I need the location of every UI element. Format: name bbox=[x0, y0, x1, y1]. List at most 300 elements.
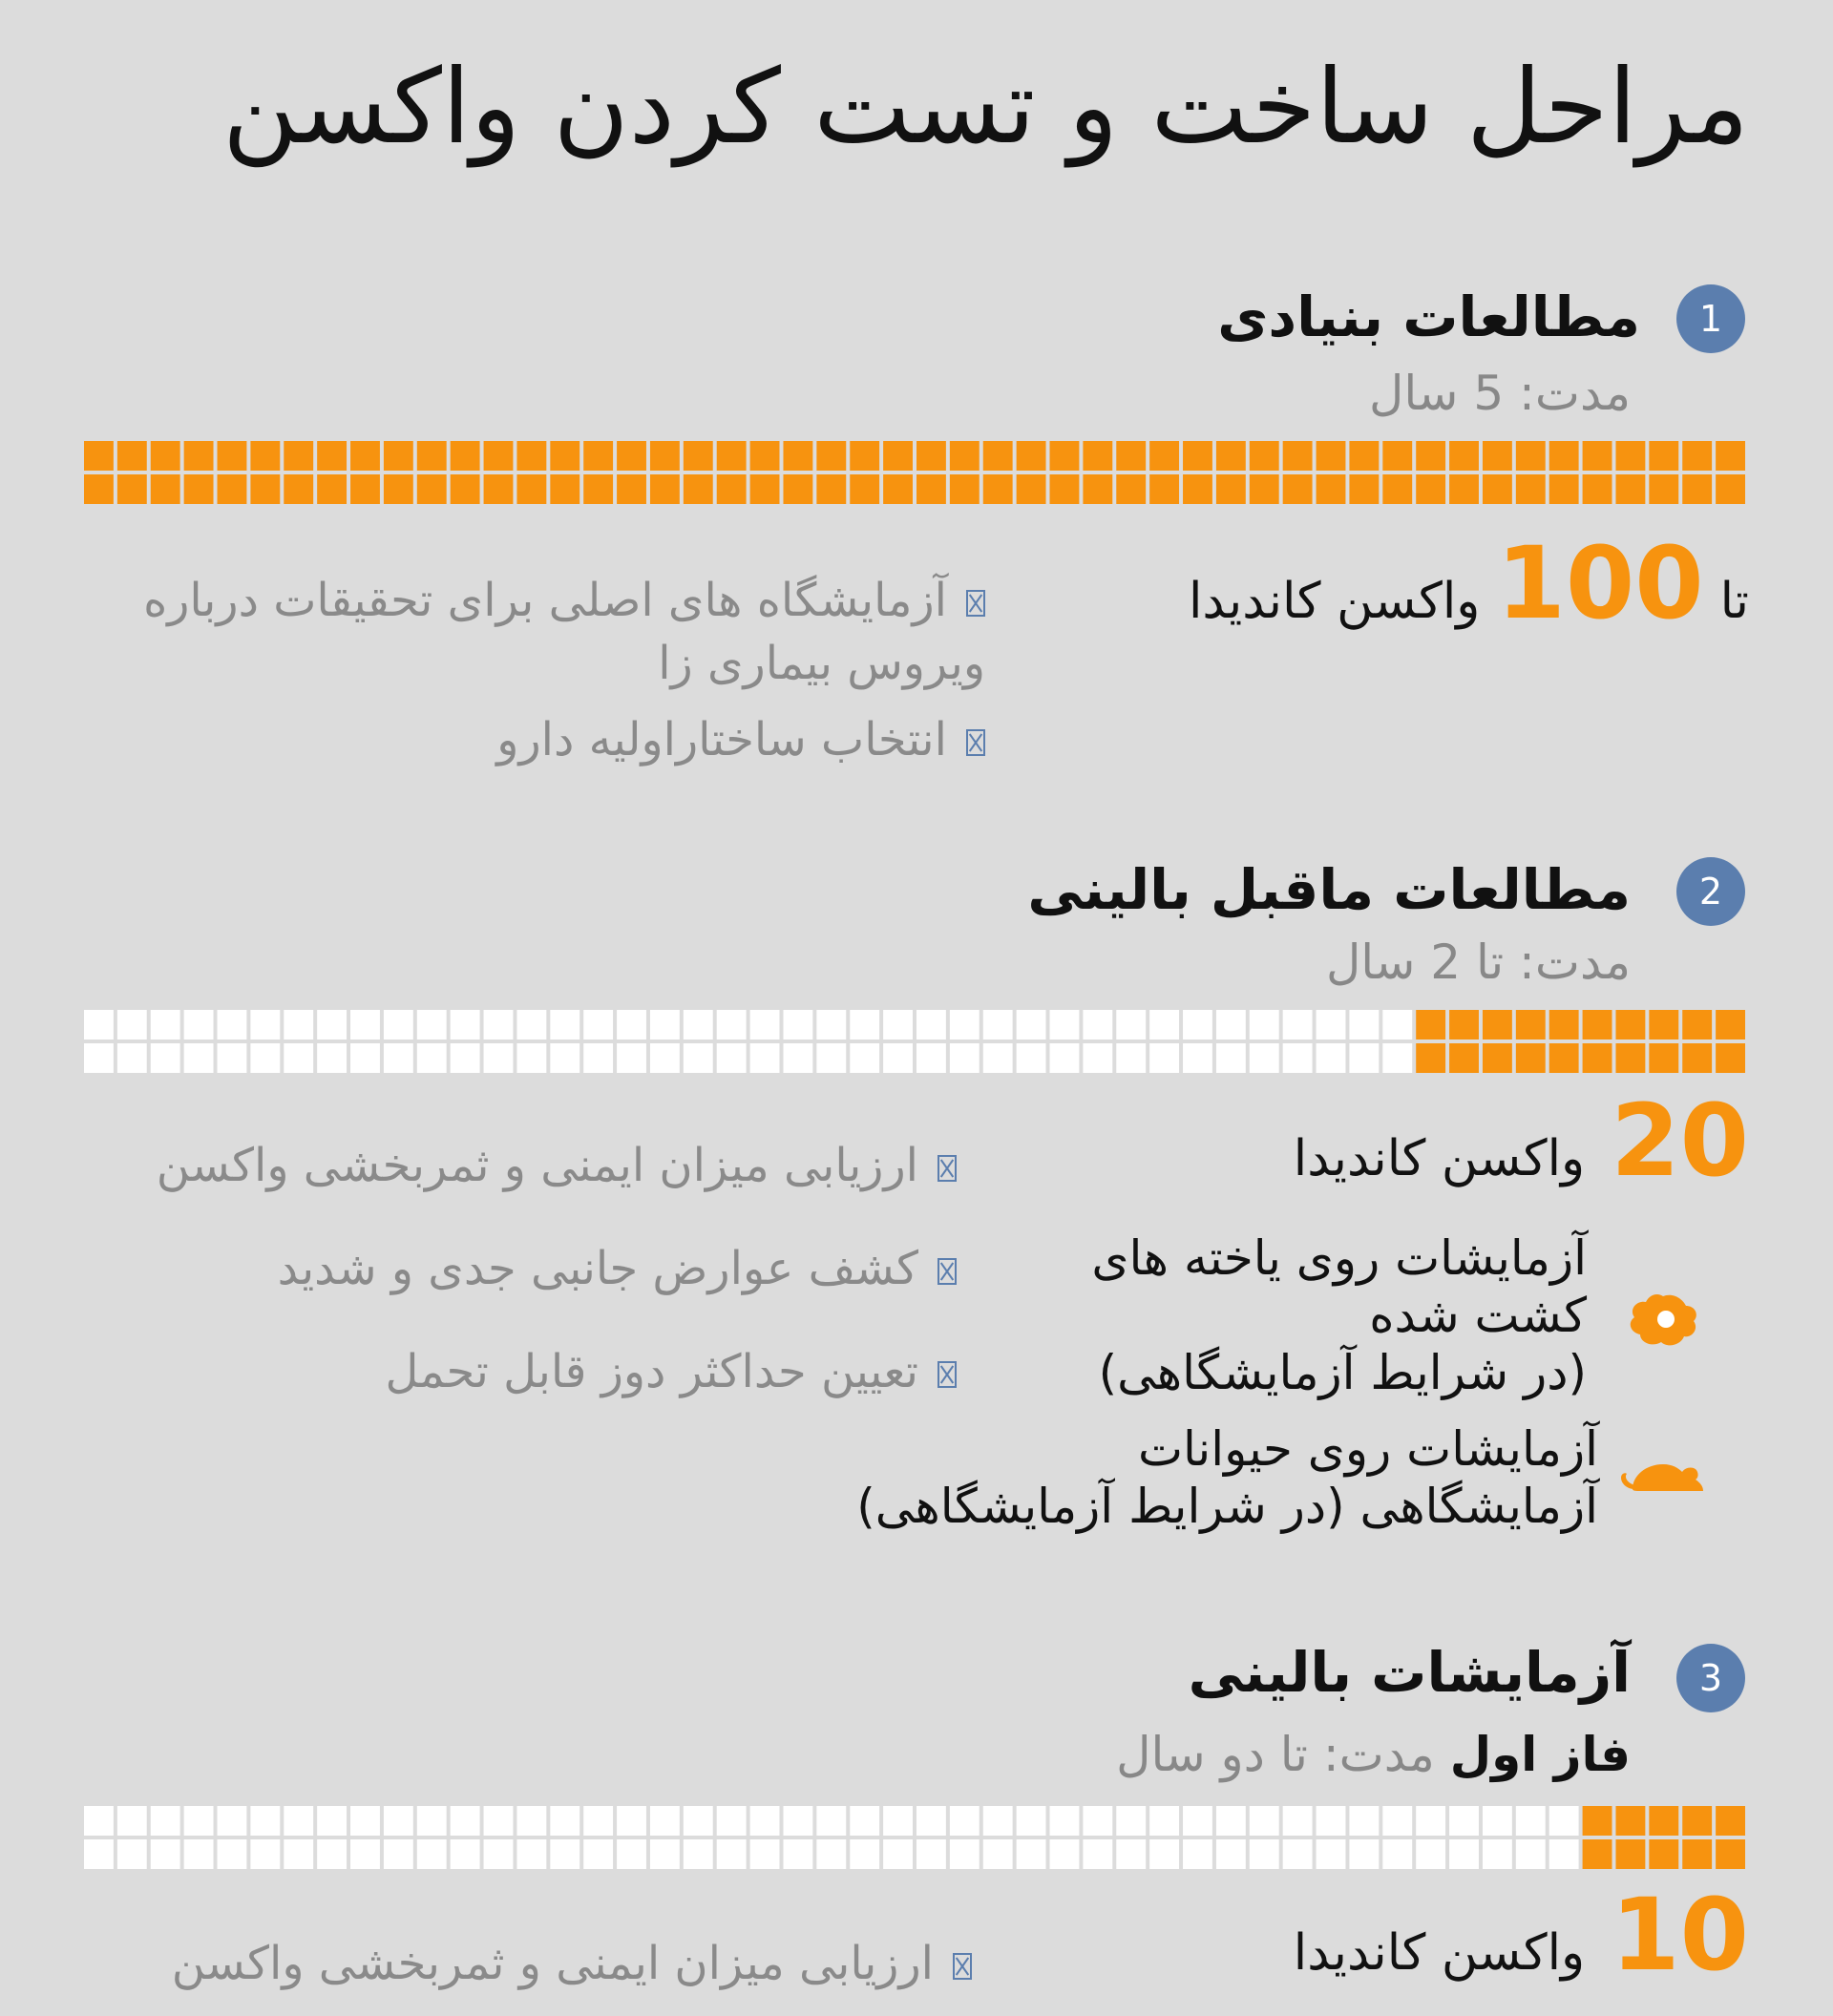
bar-cell-filled bbox=[317, 474, 347, 504]
bar-cell-empty bbox=[617, 1010, 646, 1040]
bullet-icon bbox=[966, 590, 985, 617]
bar-cell-empty bbox=[1116, 1839, 1146, 1869]
bar-cell-filled bbox=[1116, 441, 1146, 471]
bar-cell-empty bbox=[484, 1839, 514, 1869]
bar-cell-empty bbox=[350, 1806, 380, 1836]
bar-cell-empty bbox=[916, 1839, 946, 1869]
bar-cell-empty bbox=[684, 1839, 713, 1869]
bar-cell-filled bbox=[284, 474, 313, 504]
bar-cell-empty bbox=[417, 1806, 447, 1836]
bar-cell-filled bbox=[550, 441, 579, 471]
bar-cell-empty bbox=[850, 1806, 879, 1836]
bar-cell-empty bbox=[151, 1010, 180, 1040]
bar-cell-filled bbox=[850, 474, 879, 504]
bar-cell-empty bbox=[1216, 1010, 1246, 1040]
bar-cell-empty bbox=[783, 1839, 812, 1869]
bar-cell-empty bbox=[750, 1839, 780, 1869]
bar-cell-filled bbox=[983, 474, 1013, 504]
bar-cell-empty bbox=[1416, 1839, 1445, 1869]
bar-cell-empty bbox=[84, 1806, 114, 1836]
bar-cell-empty bbox=[1017, 1043, 1046, 1073]
bar-cell-filled bbox=[516, 441, 546, 471]
bar-cell-filled bbox=[816, 441, 846, 471]
bar-cell-filled bbox=[1017, 441, 1046, 471]
bar-cell-empty bbox=[684, 1010, 713, 1040]
bar-cell-empty bbox=[484, 1043, 514, 1073]
stage-title: مطالعات ماقبل بالینی bbox=[1027, 857, 1631, 922]
bar-cell-empty bbox=[983, 1043, 1013, 1073]
bar-cell-empty bbox=[1250, 1010, 1279, 1040]
bar-cell-empty bbox=[1382, 1010, 1412, 1040]
bar-cell-filled bbox=[1583, 474, 1612, 504]
bar-cell-filled bbox=[1283, 474, 1313, 504]
bar-cell-empty bbox=[650, 1806, 680, 1836]
bar-cell-filled bbox=[1716, 1806, 1745, 1836]
bar-cell-filled bbox=[650, 474, 680, 504]
bar-cell-empty bbox=[1116, 1806, 1146, 1836]
stage-number-badge: 3 bbox=[1676, 1644, 1745, 1712]
mouse-icon bbox=[1615, 1451, 1707, 1497]
bar-cell-empty bbox=[284, 1010, 313, 1040]
bar-cell-empty bbox=[317, 1010, 347, 1040]
bar-cell-filled bbox=[950, 441, 980, 471]
stage-duration-row bbox=[1116, 1724, 1631, 1785]
bar-cell-filled bbox=[250, 474, 280, 504]
bar-cell-filled bbox=[1050, 441, 1080, 471]
bar-cell-filled bbox=[184, 474, 214, 504]
bar-cell-filled bbox=[516, 474, 546, 504]
bar-cell-empty bbox=[417, 1043, 447, 1073]
bar-cell-empty bbox=[816, 1010, 846, 1040]
cell-icon bbox=[1623, 1291, 1703, 1350]
bar-cell-empty bbox=[484, 1010, 514, 1040]
bar-cell-filled bbox=[384, 474, 413, 504]
bar-cell-empty bbox=[750, 1010, 780, 1040]
bar-cell-empty bbox=[1283, 1010, 1313, 1040]
bar-cell-empty bbox=[1116, 1010, 1146, 1040]
bar-cell-empty bbox=[317, 1043, 347, 1073]
bar-cell-filled bbox=[1449, 1010, 1479, 1040]
bar-cell-empty bbox=[516, 1839, 546, 1869]
bar-cell-filled bbox=[1716, 1839, 1745, 1869]
bar-cell-empty bbox=[617, 1043, 646, 1073]
bar-cell-empty bbox=[218, 1010, 247, 1040]
bar-cell-empty bbox=[451, 1806, 480, 1836]
bar-cell-empty bbox=[184, 1806, 214, 1836]
bar-cell-empty bbox=[1283, 1043, 1313, 1073]
bar-cell-empty bbox=[1216, 1839, 1246, 1869]
bar-cell-empty bbox=[1183, 1043, 1212, 1073]
bar-cell-filled bbox=[1250, 474, 1279, 504]
stage-duration: مدت: تا 2 سال bbox=[1325, 934, 1631, 990]
bar-cell-empty bbox=[1349, 1839, 1379, 1869]
bar-cell-filled bbox=[1516, 1010, 1546, 1040]
bar-cell-filled bbox=[1516, 1043, 1546, 1073]
bar-cell-empty bbox=[684, 1043, 713, 1073]
bar-cell-filled bbox=[1549, 474, 1579, 504]
bar-cell-filled bbox=[1483, 1010, 1512, 1040]
bar-cell-empty bbox=[1317, 1839, 1346, 1869]
stage-title: آزمایشات بالینی bbox=[1188, 1640, 1631, 1705]
bar-cell-filled bbox=[1216, 441, 1246, 471]
list-item: تعیین حداکثر دوز قابل تحمل bbox=[2, 1340, 957, 1403]
bar-cell-empty bbox=[1083, 1043, 1112, 1073]
bar-cell-filled bbox=[717, 441, 747, 471]
bar-cell-filled bbox=[883, 474, 913, 504]
bar-cell-empty bbox=[783, 1806, 812, 1836]
bar-cell-filled bbox=[84, 474, 114, 504]
bar-cell-empty bbox=[218, 1043, 247, 1073]
bar-cell-empty bbox=[983, 1839, 1013, 1869]
bar-cell-empty bbox=[916, 1010, 946, 1040]
bar-cell-empty bbox=[550, 1043, 579, 1073]
bar-cell-filled bbox=[883, 441, 913, 471]
bar-cell-empty bbox=[84, 1010, 114, 1040]
bar-cell-filled bbox=[916, 441, 946, 471]
bar-cell-filled bbox=[1449, 1043, 1479, 1073]
bar-cell-empty bbox=[317, 1806, 347, 1836]
bar-cell-filled bbox=[1583, 1043, 1612, 1073]
stage-duration: مدت: تا دو سال bbox=[1116, 1727, 1435, 1782]
bar-cell-empty bbox=[151, 1839, 180, 1869]
bar-cell-empty bbox=[1317, 1806, 1346, 1836]
progress-bar bbox=[84, 1010, 1745, 1073]
bar-cell-empty bbox=[1050, 1806, 1080, 1836]
page-title: مراحل ساخت و تست کردن واکسن bbox=[221, 48, 1749, 167]
bar-cell-empty bbox=[384, 1010, 413, 1040]
bar-cell-filled bbox=[1682, 1043, 1712, 1073]
bar-cell-filled bbox=[451, 474, 480, 504]
bar-cell-empty bbox=[1283, 1806, 1313, 1836]
bar-cell-filled bbox=[1183, 474, 1212, 504]
progress-bar bbox=[84, 1806, 1745, 1869]
bar-cell-filled bbox=[1615, 1839, 1645, 1869]
candidates-count: 100 bbox=[1496, 525, 1704, 641]
bar-cell-filled bbox=[1283, 441, 1313, 471]
bar-cell-filled bbox=[284, 441, 313, 471]
list-item: ارزیابی میزان ایمنی و ثمربخشی واکسن bbox=[17, 1932, 972, 1995]
bar-cell-filled bbox=[1682, 1010, 1712, 1040]
bar-cell-filled bbox=[916, 474, 946, 504]
bar-cell-filled bbox=[1615, 474, 1645, 504]
bar-cell-filled bbox=[1017, 474, 1046, 504]
bar-cell-empty bbox=[384, 1839, 413, 1869]
bar-cell-empty bbox=[983, 1806, 1013, 1836]
bar-cell-empty bbox=[1449, 1806, 1479, 1836]
bar-cell-empty bbox=[950, 1806, 980, 1836]
bar-cell-filled bbox=[583, 474, 613, 504]
bar-cell-empty bbox=[650, 1043, 680, 1073]
bar-cell-empty bbox=[617, 1839, 646, 1869]
bar-cell-empty bbox=[1017, 1806, 1046, 1836]
list-item: انتخاب ساختاراولیه دارو bbox=[136, 708, 985, 771]
bar-cell-empty bbox=[1050, 1043, 1080, 1073]
bar-cell-filled bbox=[417, 474, 447, 504]
bar-cell-empty bbox=[84, 1839, 114, 1869]
bar-cell-empty bbox=[1149, 1806, 1179, 1836]
bar-cell-empty bbox=[384, 1806, 413, 1836]
bar-cell-filled bbox=[384, 441, 413, 471]
bullet-list bbox=[136, 569, 985, 771]
candidates-label: واکسن کاندیدا bbox=[1293, 1130, 1586, 1187]
bar-cell-filled bbox=[1483, 441, 1512, 471]
bar-cell-empty bbox=[417, 1010, 447, 1040]
bar-cell-filled bbox=[451, 441, 480, 471]
bar-cell-empty bbox=[1017, 1839, 1046, 1869]
bar-cell-filled bbox=[1183, 441, 1212, 471]
bar-cell-empty bbox=[184, 1043, 214, 1073]
bar-cell-empty bbox=[1283, 1839, 1313, 1869]
bar-cell-filled bbox=[84, 441, 114, 471]
bar-cell-empty bbox=[384, 1043, 413, 1073]
bar-cell-filled bbox=[650, 441, 680, 471]
bar-cell-filled bbox=[1615, 1806, 1645, 1836]
bar-cell-empty bbox=[617, 1806, 646, 1836]
bar-cell-filled bbox=[1583, 1010, 1612, 1040]
bar-cell-empty bbox=[750, 1043, 780, 1073]
bar-cell-filled bbox=[617, 474, 646, 504]
bullet-list bbox=[2, 1134, 957, 1403]
bar-cell-empty bbox=[717, 1043, 747, 1073]
phase-label: فاز اول bbox=[1449, 1727, 1631, 1782]
bar-cell-empty bbox=[1250, 1806, 1279, 1836]
bar-cell-empty bbox=[1382, 1806, 1412, 1836]
bar-cell-filled bbox=[1449, 474, 1479, 504]
bar-cell-empty bbox=[350, 1010, 380, 1040]
bar-cell-filled bbox=[1583, 441, 1612, 471]
bar-cell-empty bbox=[1216, 1806, 1246, 1836]
bar-cell-empty bbox=[1183, 1010, 1212, 1040]
bar-cell-filled bbox=[1349, 474, 1379, 504]
bullet-list bbox=[17, 1932, 972, 1995]
bar-cell-filled bbox=[1317, 441, 1346, 471]
bar-cell-empty bbox=[250, 1043, 280, 1073]
bar-cell-empty bbox=[816, 1043, 846, 1073]
bar-cell-filled bbox=[1682, 441, 1712, 471]
bar-cell-filled bbox=[1516, 441, 1546, 471]
bar-cell-filled bbox=[1483, 474, 1512, 504]
bar-cell-empty bbox=[350, 1043, 380, 1073]
bar-cell-filled bbox=[117, 441, 147, 471]
bar-cell-empty bbox=[1183, 1806, 1212, 1836]
list-item: آزمایشگاه های اصلی برای تحقیقات درباره ویروس بیماری زا bbox=[143, 574, 985, 690]
candidates-count: 20 bbox=[1611, 1082, 1749, 1199]
bar-cell-filled bbox=[484, 441, 514, 471]
bar-cell-empty bbox=[916, 1043, 946, 1073]
bar-cell-empty bbox=[684, 1806, 713, 1836]
bar-cell-filled bbox=[350, 474, 380, 504]
bar-cell-empty bbox=[1349, 1010, 1379, 1040]
bar-cell-filled bbox=[1050, 474, 1080, 504]
bar-cell-empty bbox=[284, 1806, 313, 1836]
bar-cell-empty bbox=[350, 1839, 380, 1869]
bar-cell-empty bbox=[417, 1839, 447, 1869]
bar-cell-empty bbox=[516, 1043, 546, 1073]
bar-cell-empty bbox=[1250, 1043, 1279, 1073]
bar-cell-filled bbox=[816, 474, 846, 504]
bar-cell-filled bbox=[1649, 1043, 1678, 1073]
bar-cell-empty bbox=[816, 1839, 846, 1869]
bar-cell-filled bbox=[1682, 474, 1712, 504]
bar-cell-filled bbox=[1649, 1010, 1678, 1040]
bar-cell-empty bbox=[717, 1010, 747, 1040]
bar-cell-empty bbox=[218, 1806, 247, 1836]
progress-bar bbox=[84, 441, 1745, 504]
bar-cell-empty bbox=[1017, 1010, 1046, 1040]
bar-cell-filled bbox=[983, 441, 1013, 471]
bar-cell-empty bbox=[117, 1043, 147, 1073]
candidates-label: واکسن کاندیدا bbox=[1188, 573, 1481, 630]
bar-cell-filled bbox=[1349, 441, 1379, 471]
test-description: آزمایشات روی حیوانات آزمایشگاهی (در شرایط آزمایشگاهی) bbox=[856, 1421, 1598, 1534]
candidates-prefix: تا bbox=[1719, 573, 1749, 630]
bar-cell-empty bbox=[1349, 1043, 1379, 1073]
bar-cell-filled bbox=[1716, 1043, 1745, 1073]
bar-cell-empty bbox=[650, 1010, 680, 1040]
bar-cell-empty bbox=[451, 1010, 480, 1040]
stage-title: مطالعات بنیادی bbox=[1217, 284, 1640, 349]
bar-cell-filled bbox=[1615, 1010, 1645, 1040]
bar-cell-filled bbox=[950, 474, 980, 504]
bar-cell-empty bbox=[1483, 1839, 1512, 1869]
bar-cell-empty bbox=[1349, 1806, 1379, 1836]
bar-cell-empty bbox=[583, 1043, 613, 1073]
bullet-icon bbox=[938, 1155, 957, 1182]
bar-cell-empty bbox=[1549, 1839, 1579, 1869]
bar-cell-empty bbox=[1382, 1043, 1412, 1073]
bar-cell-filled bbox=[1615, 1043, 1645, 1073]
bar-cell-empty bbox=[1382, 1839, 1412, 1869]
bar-cell-filled bbox=[617, 441, 646, 471]
bar-cell-empty bbox=[317, 1839, 347, 1869]
bar-cell-empty bbox=[583, 1839, 613, 1869]
bar-cell-empty bbox=[117, 1839, 147, 1869]
bar-cell-empty bbox=[250, 1806, 280, 1836]
bar-cell-empty bbox=[1516, 1839, 1546, 1869]
bar-cell-filled bbox=[1649, 441, 1678, 471]
bar-cell-empty bbox=[184, 1839, 214, 1869]
bar-cell-empty bbox=[1116, 1043, 1146, 1073]
bar-cell-empty bbox=[284, 1839, 313, 1869]
bar-cell-empty bbox=[1483, 1806, 1512, 1836]
bar-cell-empty bbox=[151, 1043, 180, 1073]
bar-cell-empty bbox=[484, 1806, 514, 1836]
bar-cell-filled bbox=[417, 441, 447, 471]
bar-cell-filled bbox=[1116, 474, 1146, 504]
bar-cell-empty bbox=[218, 1839, 247, 1869]
bar-cell-empty bbox=[883, 1839, 913, 1869]
bar-cell-filled bbox=[1649, 1806, 1678, 1836]
bar-cell-filled bbox=[1317, 474, 1346, 504]
bar-cell-filled bbox=[684, 441, 713, 471]
bar-cell-filled bbox=[583, 441, 613, 471]
bar-cell-filled bbox=[218, 441, 247, 471]
bar-cell-empty bbox=[650, 1839, 680, 1869]
candidates-label: واکسن کاندیدا bbox=[1293, 1924, 1586, 1982]
list-item: کشف عوارض جانبی جدی و شدید bbox=[2, 1237, 957, 1300]
bar-cell-filled bbox=[850, 441, 879, 471]
bar-cell-filled bbox=[717, 474, 747, 504]
bar-cell-empty bbox=[883, 1043, 913, 1073]
bar-cell-empty bbox=[1516, 1806, 1546, 1836]
bar-cell-filled bbox=[350, 441, 380, 471]
bar-cell-filled bbox=[1649, 474, 1678, 504]
bar-cell-filled bbox=[783, 441, 812, 471]
bar-cell-filled bbox=[684, 474, 713, 504]
bar-cell-empty bbox=[916, 1806, 946, 1836]
bar-cell-filled bbox=[1083, 474, 1112, 504]
test-description: آزمایشات روی یاخته های کشت شده (در شرایط آزمایشگاهی) bbox=[1091, 1230, 1587, 1400]
bar-cell-empty bbox=[284, 1043, 313, 1073]
bar-cell-empty bbox=[1149, 1010, 1179, 1040]
stage-duration: مدت: 5 سال bbox=[1368, 366, 1631, 421]
bar-cell-filled bbox=[750, 441, 780, 471]
bullet-icon bbox=[966, 729, 985, 756]
bar-cell-empty bbox=[250, 1839, 280, 1869]
bar-cell-empty bbox=[1083, 1839, 1112, 1869]
bar-cell-empty bbox=[950, 1043, 980, 1073]
bar-cell-empty bbox=[717, 1839, 747, 1869]
bar-cell-filled bbox=[1583, 1806, 1612, 1836]
bar-cell-filled bbox=[1149, 474, 1179, 504]
bullet-icon bbox=[953, 1953, 972, 1980]
bar-cell-empty bbox=[1216, 1043, 1246, 1073]
bar-cell-empty bbox=[983, 1010, 1013, 1040]
bar-cell-empty bbox=[850, 1043, 879, 1073]
bar-cell-empty bbox=[783, 1043, 812, 1073]
bar-cell-empty bbox=[250, 1010, 280, 1040]
bar-cell-empty bbox=[1083, 1806, 1112, 1836]
bar-cell-filled bbox=[317, 441, 347, 471]
bar-cell-empty bbox=[883, 1806, 913, 1836]
bar-cell-empty bbox=[1149, 1043, 1179, 1073]
bar-cell-filled bbox=[1716, 441, 1745, 471]
bar-cell-empty bbox=[516, 1010, 546, 1040]
bar-cell-empty bbox=[1317, 1010, 1346, 1040]
candidates-count-row bbox=[1188, 525, 1749, 641]
bar-cell-empty bbox=[816, 1806, 846, 1836]
bar-cell-filled bbox=[1516, 474, 1546, 504]
bar-cell-empty bbox=[850, 1010, 879, 1040]
list-item: ارزیابی میزان ایمنی و ثمربخشی واکسن bbox=[2, 1134, 957, 1197]
bar-cell-filled bbox=[218, 474, 247, 504]
bar-cell-filled bbox=[1682, 1806, 1712, 1836]
bar-cell-filled bbox=[1649, 1839, 1678, 1869]
bar-cell-empty bbox=[550, 1806, 579, 1836]
bar-cell-filled bbox=[1250, 441, 1279, 471]
bar-cell-filled bbox=[1382, 474, 1412, 504]
bar-cell-filled bbox=[1483, 1043, 1512, 1073]
bar-cell-empty bbox=[184, 1010, 214, 1040]
bar-cell-empty bbox=[1250, 1839, 1279, 1869]
bar-cell-empty bbox=[84, 1043, 114, 1073]
bar-cell-filled bbox=[783, 474, 812, 504]
bar-cell-filled bbox=[1416, 474, 1445, 504]
bar-cell-empty bbox=[151, 1806, 180, 1836]
bar-cell-empty bbox=[783, 1010, 812, 1040]
bar-cell-empty bbox=[583, 1806, 613, 1836]
bar-cell-empty bbox=[117, 1806, 147, 1836]
bar-cell-empty bbox=[750, 1806, 780, 1836]
bar-cell-filled bbox=[151, 441, 180, 471]
bar-cell-filled bbox=[1083, 441, 1112, 471]
bar-cell-filled bbox=[1416, 1010, 1445, 1040]
bar-cell-filled bbox=[550, 474, 579, 504]
bar-cell-filled bbox=[750, 474, 780, 504]
bar-cell-filled bbox=[1382, 441, 1412, 471]
bar-cell-filled bbox=[117, 474, 147, 504]
stage-number-badge: 1 bbox=[1676, 284, 1745, 353]
